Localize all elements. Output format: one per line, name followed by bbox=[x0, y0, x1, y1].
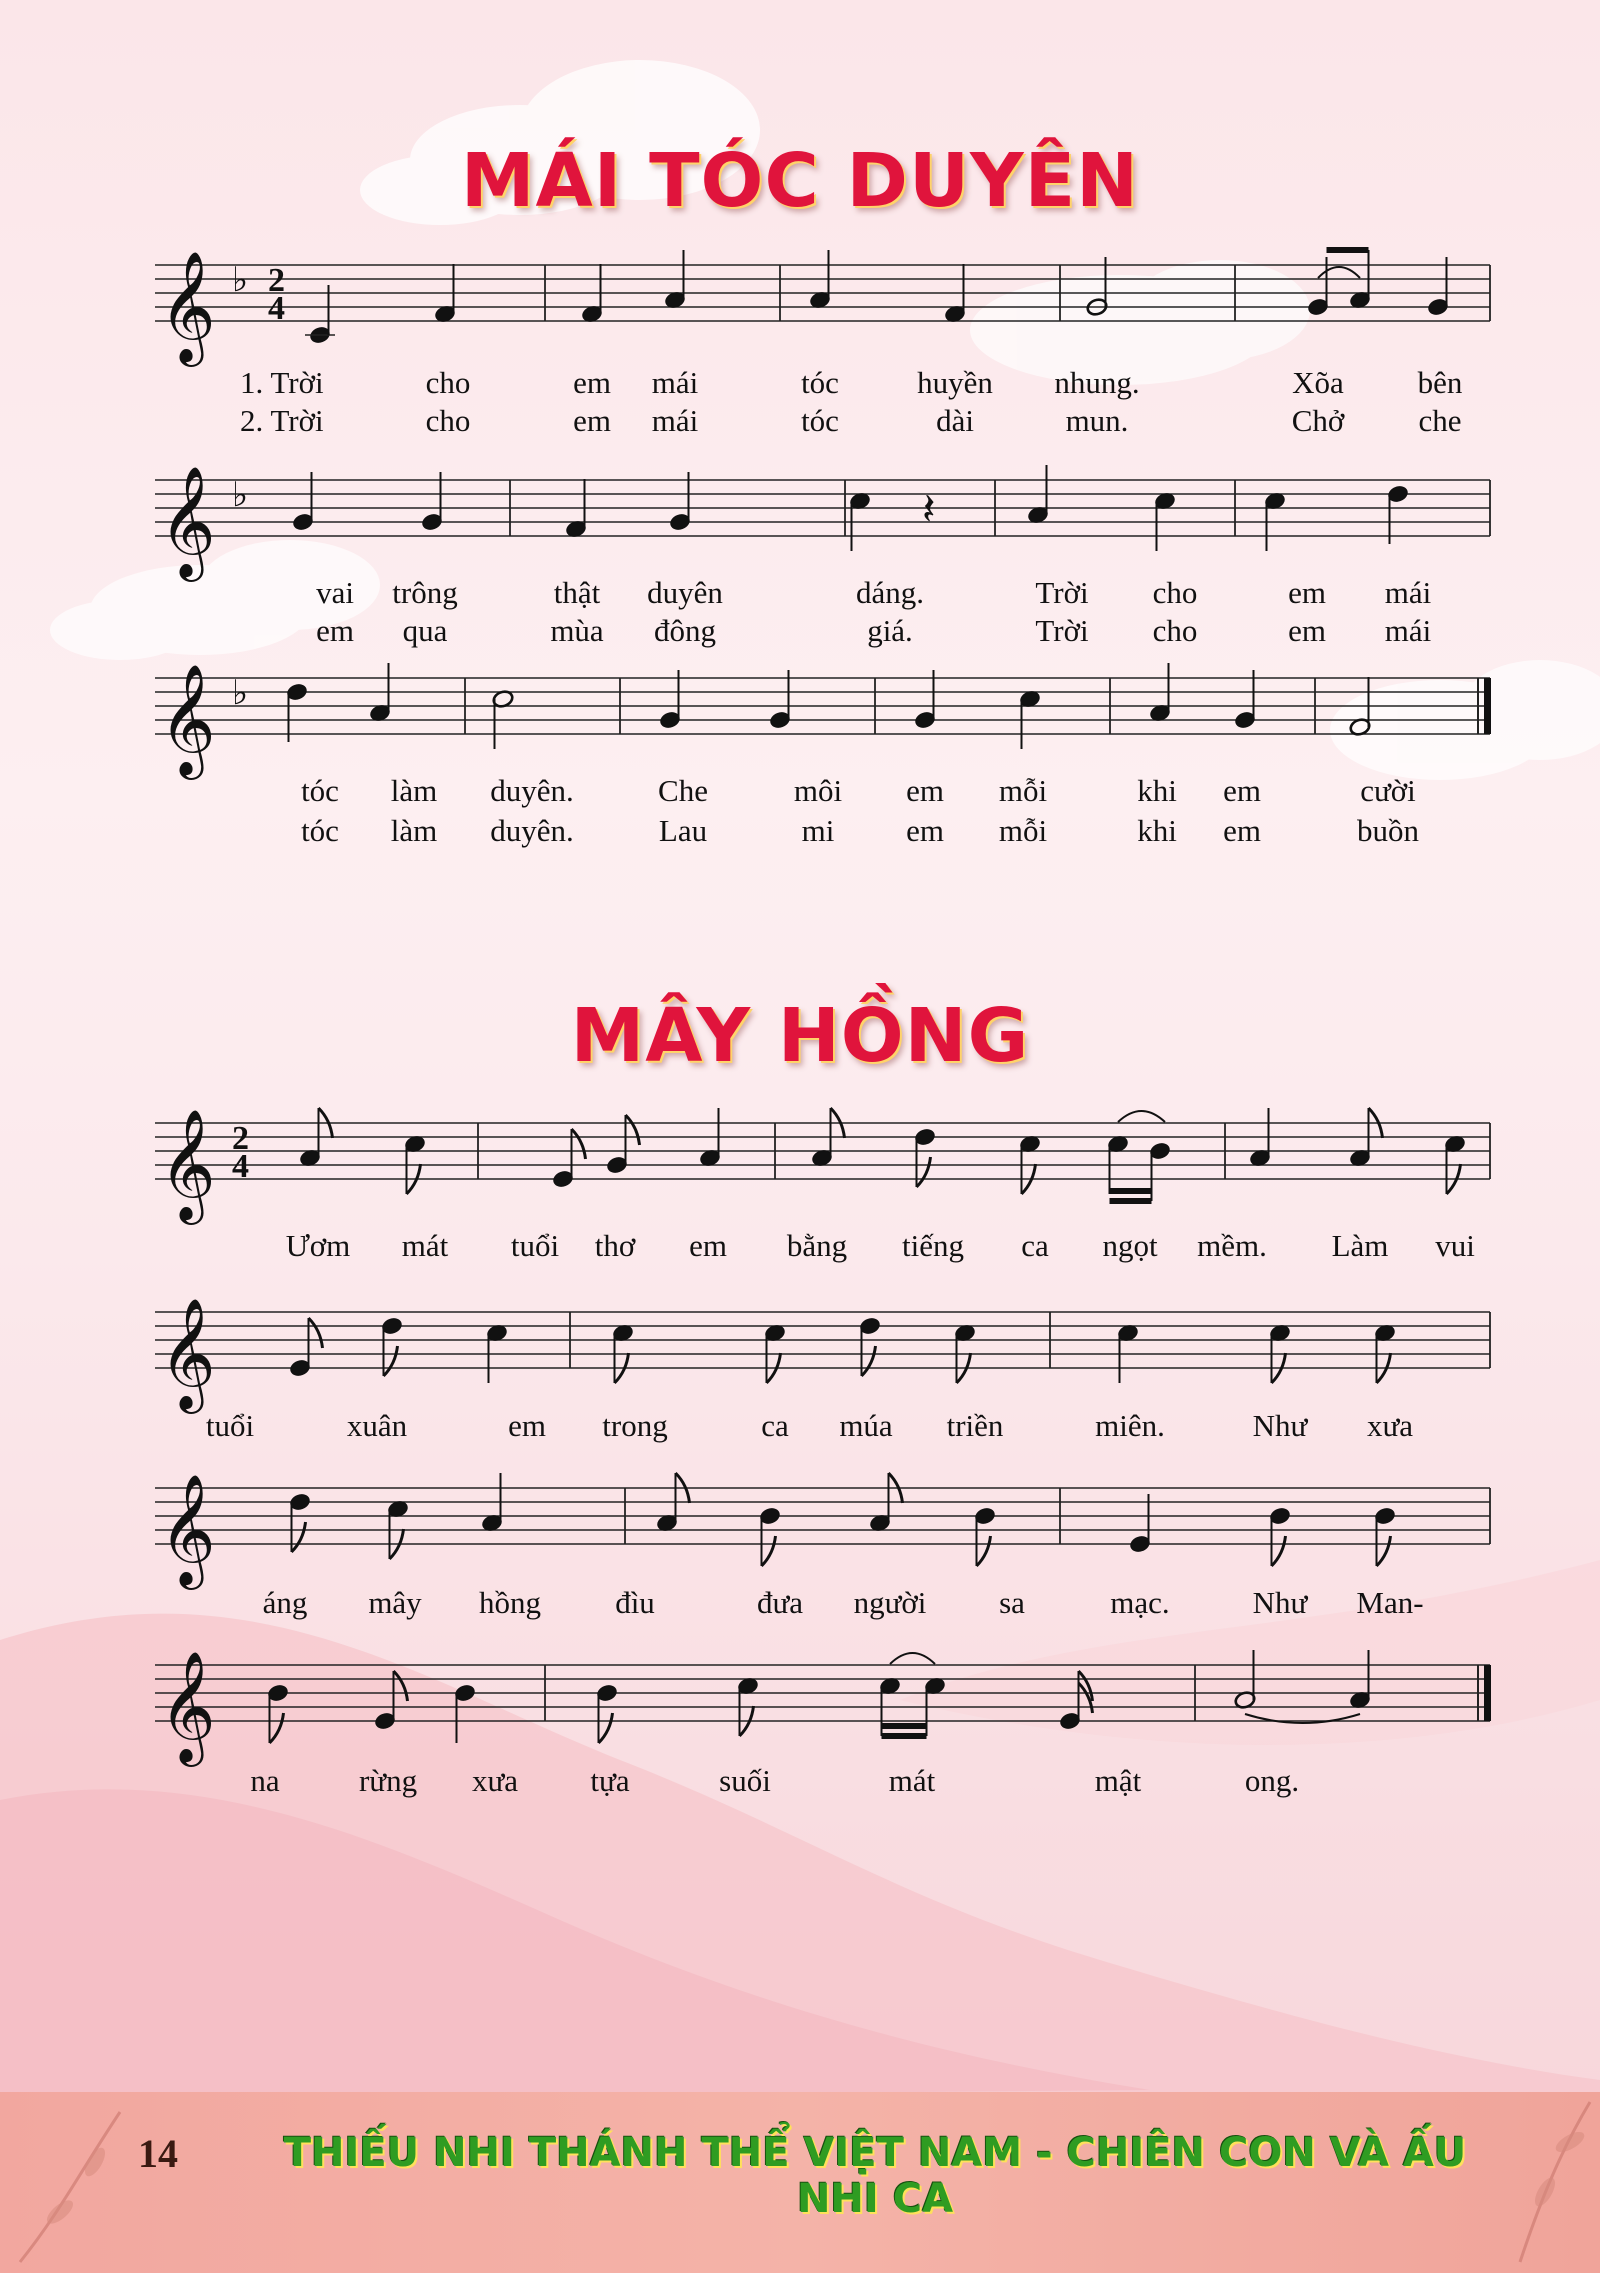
lyric-syllable: hồng bbox=[479, 1585, 541, 1620]
music-note bbox=[267, 1683, 290, 1743]
lyric-syllable: Chở bbox=[1291, 403, 1345, 438]
lyric-syllable: Che bbox=[658, 773, 708, 808]
lyric-syllable: xưa bbox=[471, 1763, 519, 1798]
treble-clef-icon: 𝄞 bbox=[159, 1473, 216, 1585]
treble-clef-icon: 𝄞 bbox=[159, 465, 216, 577]
final-bar-line bbox=[1484, 1665, 1491, 1721]
lyric-syllable: khi bbox=[1137, 773, 1177, 808]
note-flag bbox=[384, 1346, 398, 1376]
lyric-syllable: duyên bbox=[647, 575, 723, 610]
treble-clef-icon: 𝄞 bbox=[159, 1650, 216, 1762]
lyric-syllable: Như bbox=[1252, 1585, 1308, 1620]
quarter-rest-icon: 𝄽 bbox=[922, 484, 936, 535]
lyric-syllable: làm bbox=[390, 773, 438, 808]
music-note bbox=[1107, 1134, 1130, 1194]
lyric-syllable: trong bbox=[602, 1408, 668, 1443]
music-note bbox=[292, 472, 315, 532]
music-note bbox=[1349, 677, 1372, 737]
lyric-syllable: mun. bbox=[1065, 403, 1129, 438]
lyric-syllable: bằng bbox=[786, 1228, 848, 1263]
final-bar-line bbox=[1484, 678, 1491, 734]
music-note bbox=[552, 1129, 586, 1189]
music-note bbox=[924, 1676, 947, 1736]
lyric-syllable: áng bbox=[262, 1585, 308, 1620]
music-note bbox=[596, 1683, 619, 1743]
music-note bbox=[387, 1499, 410, 1559]
lyric-syllable: dài bbox=[936, 403, 974, 438]
treble-clef-icon: 𝄞 bbox=[159, 250, 216, 362]
lyric-syllable: duyên. bbox=[490, 773, 574, 808]
lyric-syllable: Như bbox=[1252, 1408, 1308, 1443]
music-note bbox=[481, 1473, 504, 1533]
lyric-syllable: suối bbox=[719, 1763, 771, 1798]
lyric-syllable: em bbox=[1223, 773, 1261, 808]
music-note bbox=[404, 1134, 427, 1194]
music-note bbox=[606, 1115, 640, 1175]
music-note bbox=[565, 479, 588, 539]
music-note bbox=[1149, 1141, 1172, 1201]
music-note bbox=[811, 1108, 845, 1168]
note-flag bbox=[762, 1536, 776, 1566]
music-note bbox=[454, 1683, 477, 1743]
lyric-syllable: cười bbox=[1360, 773, 1416, 808]
music-note bbox=[759, 1506, 782, 1566]
lyric-syllable: mát bbox=[401, 1228, 449, 1263]
lyric-syllable: em bbox=[1288, 613, 1326, 648]
music-note bbox=[1264, 491, 1287, 551]
lyric-syllable: ngọt bbox=[1102, 1228, 1158, 1263]
note-flag bbox=[862, 1346, 876, 1376]
lyric-syllable: tóc bbox=[301, 773, 339, 808]
lyric-syllable: Làm bbox=[1331, 1228, 1389, 1263]
lyric-syllable: em bbox=[508, 1408, 546, 1443]
music-note bbox=[1349, 250, 1372, 310]
lyric-syllable: buồn bbox=[1357, 813, 1419, 848]
music-note bbox=[669, 472, 692, 532]
lyric-syllable: Man- bbox=[1356, 1585, 1424, 1620]
lyric-syllable: mùa bbox=[550, 613, 604, 648]
lyric-syllable: che bbox=[1418, 403, 1462, 438]
music-note bbox=[1129, 1494, 1152, 1554]
music-note bbox=[1249, 1108, 1272, 1168]
lyric-syllable: ong. bbox=[1244, 1763, 1300, 1798]
lyric-syllable: tóc bbox=[801, 365, 839, 400]
music-note bbox=[1269, 1323, 1292, 1383]
lyric-syllable: em bbox=[573, 403, 611, 438]
music-note bbox=[1349, 1650, 1372, 1710]
music-note bbox=[289, 1492, 312, 1552]
note-flag bbox=[977, 1536, 991, 1566]
music-note bbox=[769, 670, 792, 730]
time-signature-numerator: 2 bbox=[268, 262, 285, 299]
flat-sign-icon: ♭ bbox=[232, 260, 249, 300]
lyric-syllable: ca bbox=[761, 1408, 789, 1443]
music-staff bbox=[155, 1473, 1490, 1590]
lyric-syllable: xuân bbox=[346, 1408, 408, 1443]
lyric-syllable: 2. Trời bbox=[240, 403, 324, 438]
lyric-syllable: Lau bbox=[658, 813, 708, 848]
note-flag bbox=[599, 1713, 613, 1743]
lyric-syllable: đưa bbox=[756, 1585, 804, 1620]
music-note bbox=[1027, 465, 1050, 525]
note-flag bbox=[394, 1671, 408, 1701]
lyric-syllable: tóc bbox=[301, 813, 339, 848]
lyric-syllable: thật bbox=[553, 575, 601, 610]
music-note bbox=[434, 264, 457, 324]
note-flag bbox=[572, 1129, 586, 1159]
lyric-syllable: mái bbox=[651, 403, 699, 438]
lyric-syllable: mi bbox=[801, 813, 835, 848]
lyric-syllable: môi bbox=[793, 773, 843, 808]
lyric-syllable: duyên. bbox=[490, 813, 574, 848]
music-note bbox=[914, 1127, 937, 1187]
note-flag bbox=[917, 1157, 931, 1187]
lyric-syllable: làm bbox=[390, 813, 438, 848]
music-note bbox=[664, 250, 687, 310]
lyric-syllable: mái bbox=[1384, 613, 1432, 648]
song-title: MÂY HỒNG bbox=[570, 993, 1030, 1079]
music-note bbox=[612, 1323, 635, 1383]
lyric-syllable: cho bbox=[425, 403, 471, 438]
music-note bbox=[869, 1473, 903, 1533]
lyric-syllable: mỗi bbox=[998, 773, 1048, 808]
time-signature-numerator: 2 bbox=[232, 1120, 249, 1157]
lyric-syllable: cho bbox=[425, 365, 471, 400]
music-note bbox=[1234, 1650, 1257, 1710]
flat-sign-icon: ♭ bbox=[232, 673, 249, 713]
lyric-syllable: giá. bbox=[867, 613, 913, 648]
lyric-syllable: vai bbox=[316, 575, 354, 610]
music-note bbox=[1427, 257, 1450, 317]
music-staff bbox=[155, 1297, 1490, 1414]
lyric-syllable: mái bbox=[1384, 575, 1432, 610]
music-staff bbox=[155, 1650, 1491, 1767]
lyric-syllable: bên bbox=[1417, 365, 1463, 400]
lyric-syllable: mạc. bbox=[1110, 1585, 1170, 1620]
music-note bbox=[299, 1108, 333, 1168]
time-signature-denominator: 4 bbox=[268, 290, 285, 327]
music-note bbox=[289, 1318, 323, 1378]
lyric-syllable: miên. bbox=[1095, 1408, 1165, 1443]
lyric-syllable: mật bbox=[1094, 1763, 1142, 1798]
lyric-syllable: em bbox=[689, 1228, 727, 1263]
lyric-syllable: huyền bbox=[917, 365, 993, 400]
lyric-syllable: na bbox=[250, 1763, 280, 1798]
lyric-syllable: em bbox=[1288, 575, 1326, 610]
music-note bbox=[286, 682, 309, 742]
treble-clef-icon: 𝄞 bbox=[159, 663, 216, 775]
lyric-syllable: tiếng bbox=[902, 1228, 964, 1263]
music-note bbox=[581, 264, 604, 324]
music-note bbox=[944, 264, 967, 324]
lyric-syllable: em bbox=[1223, 813, 1261, 848]
music-note bbox=[486, 1323, 509, 1383]
note-flag bbox=[626, 1115, 640, 1145]
lyric-syllable: rừng bbox=[358, 1763, 418, 1798]
music-note bbox=[1234, 670, 1257, 730]
lyric-syllable: mỗi bbox=[998, 813, 1048, 848]
lyric-syllable: khi bbox=[1137, 813, 1177, 848]
music-note bbox=[1444, 1134, 1467, 1194]
lyric-syllable: Trời bbox=[1035, 575, 1089, 610]
time-signature-denominator: 4 bbox=[232, 1148, 249, 1185]
music-note bbox=[1059, 1671, 1093, 1731]
lyric-syllable: Xõa bbox=[1292, 365, 1344, 400]
slur bbox=[1318, 267, 1360, 278]
lyric-syllable: người bbox=[853, 1585, 927, 1620]
music-note bbox=[1349, 1108, 1383, 1168]
treble-clef-icon: 𝄞 bbox=[159, 1297, 216, 1409]
music-note bbox=[305, 285, 335, 345]
lyric-syllable: cho bbox=[1152, 613, 1198, 648]
note-flag bbox=[1272, 1536, 1286, 1566]
lyric-syllable: tuổi bbox=[510, 1228, 560, 1263]
lyric-syllable: 1. Trời bbox=[240, 365, 324, 400]
music-note bbox=[1387, 484, 1410, 544]
lyric-syllable: nhung. bbox=[1054, 365, 1140, 400]
lyric-syllable: triền bbox=[946, 1408, 1004, 1443]
lyric-syllable: em bbox=[316, 613, 354, 648]
slur bbox=[1118, 1111, 1165, 1122]
music-note bbox=[809, 250, 832, 310]
song-title: MÁI TÓC DUYÊN bbox=[460, 138, 1140, 224]
lyric-syllable: múa bbox=[839, 1408, 893, 1443]
music-note bbox=[659, 670, 682, 730]
lyric-syllable: tựa bbox=[590, 1763, 630, 1798]
music-staff bbox=[155, 1108, 1490, 1225]
lyric-syllable: ca bbox=[1021, 1228, 1049, 1263]
lyric-syllable: qua bbox=[402, 613, 448, 648]
lyric-syllable: Ươm bbox=[285, 1228, 351, 1263]
music-note bbox=[1149, 663, 1172, 723]
page-number: 14 bbox=[138, 2131, 178, 2176]
music-staff bbox=[155, 465, 1490, 582]
lyric-syllable: sa bbox=[999, 1585, 1025, 1620]
music-note bbox=[1307, 257, 1330, 317]
music-note bbox=[421, 472, 444, 532]
lyric-syllable: trông bbox=[392, 575, 458, 610]
music-note bbox=[1269, 1506, 1292, 1566]
lyric-syllable: em bbox=[906, 773, 944, 808]
note-flag bbox=[1377, 1536, 1391, 1566]
music-note bbox=[369, 663, 392, 723]
music-note bbox=[374, 1671, 408, 1731]
lyric-syllable: em bbox=[906, 813, 944, 848]
lyric-syllable: tóc bbox=[801, 403, 839, 438]
music-note bbox=[737, 1676, 760, 1736]
music-note bbox=[699, 1108, 722, 1168]
music-note bbox=[849, 491, 872, 551]
lyric-syllable: mái bbox=[651, 365, 699, 400]
music-note bbox=[954, 1323, 977, 1383]
treble-clef-icon: 𝄞 bbox=[159, 1108, 216, 1220]
lyric-syllable: dáng. bbox=[855, 575, 925, 610]
music-note bbox=[859, 1316, 882, 1376]
music-note bbox=[1374, 1323, 1397, 1383]
music-note bbox=[974, 1506, 997, 1566]
note-flag bbox=[309, 1318, 323, 1348]
flat-sign-icon: ♭ bbox=[232, 475, 249, 515]
lyric-syllable: xưa bbox=[1366, 1408, 1414, 1443]
lyric-syllable: em bbox=[573, 365, 611, 400]
lyric-syllable: đìu bbox=[615, 1585, 655, 1620]
lyric-syllable: Trời bbox=[1035, 613, 1089, 648]
music-staff bbox=[155, 663, 1491, 780]
lyric-syllable: vui bbox=[1435, 1228, 1475, 1263]
music-note bbox=[381, 1316, 404, 1376]
lyric-syllable: mát bbox=[888, 1763, 936, 1798]
lyric-syllable: thơ bbox=[594, 1228, 636, 1263]
slur bbox=[890, 1653, 935, 1664]
music-note bbox=[1374, 1506, 1397, 1566]
lyric-syllable: mây bbox=[368, 1585, 422, 1620]
music-note bbox=[1086, 257, 1109, 317]
lyric-syllable: tuổi bbox=[205, 1408, 255, 1443]
music-note bbox=[1019, 1134, 1042, 1194]
note-flag bbox=[292, 1522, 306, 1552]
lyric-syllable: đông bbox=[654, 613, 716, 648]
note-flag bbox=[270, 1713, 284, 1743]
music-note bbox=[1019, 689, 1042, 749]
music-note bbox=[1154, 491, 1177, 551]
music-note bbox=[492, 689, 515, 749]
music-note bbox=[764, 1323, 787, 1383]
music-staff bbox=[155, 250, 1490, 367]
lyric-syllable: cho bbox=[1152, 575, 1198, 610]
music-note bbox=[1117, 1323, 1140, 1383]
music-note bbox=[656, 1473, 690, 1533]
music-note bbox=[914, 670, 937, 730]
lyric-syllable: mềm. bbox=[1197, 1228, 1267, 1263]
book-title: THIẾU NHI THÁNH THỂ VIỆT NAM - CHIÊN CON VÀ ẤU NHI CA bbox=[283, 2130, 1467, 2222]
